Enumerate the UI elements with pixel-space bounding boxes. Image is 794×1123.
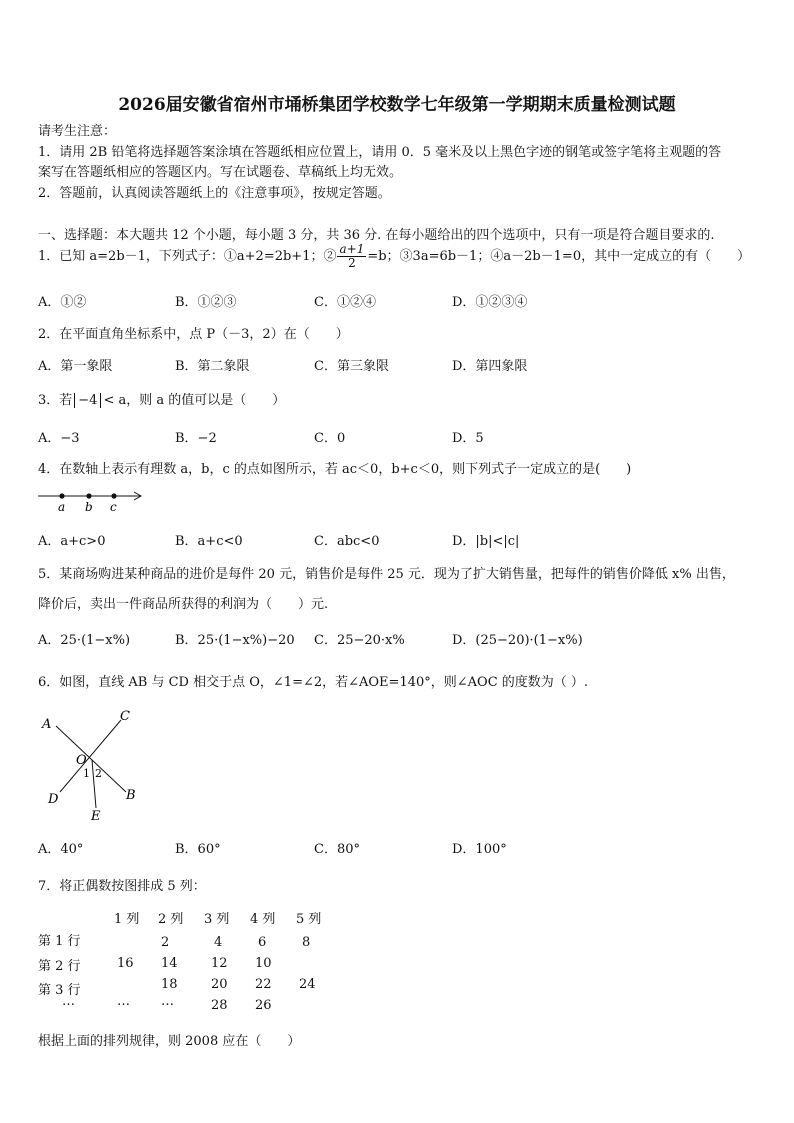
q6-option-c[interactable]: C．80° [314, 842, 360, 857]
cell-r4-c3: 28 [211, 998, 228, 1013]
cell-r2-c4: 10 [255, 956, 272, 971]
q6-option-d[interactable]: D．100° [452, 842, 507, 857]
q3-option-d[interactable]: D．5 [452, 431, 484, 446]
q1-fraction [337, 243, 366, 270]
q5-option-d[interactable]: D．(25−20)·(1−x%) [452, 633, 583, 648]
q1-stem-pre: 1．已知 a=2b－1，下列式子：①a+2=2b+1；② [38, 249, 337, 265]
q6-option-a[interactable]: A．40° [38, 842, 84, 857]
cell-r4-c2: … [161, 994, 174, 1009]
q1-option-d[interactable]: D．①②③④ [452, 295, 528, 310]
cell-r1-c4: 6 [258, 935, 267, 950]
question-7: 7．将正偶数按图排成 5 列： [38, 879, 206, 894]
cell-r3-c3: 20 [211, 977, 228, 992]
q4-option-b[interactable]: B．a+c<0 [175, 534, 243, 549]
q4-option-c[interactable]: C．abc<0 [314, 534, 380, 549]
line-ab [56, 726, 126, 792]
notice-line-1a: 1．请用 2B 铅笔将选择题答案涂填在答题纸相应位置上，请用 0．5 毫米及以上黑色字迹的钢笔或签字笔将主观题的答 [38, 145, 722, 160]
line-cd [60, 720, 121, 792]
q2-option-a[interactable]: A．第一象限 [38, 359, 113, 374]
q5-option-b[interactable]: B．25·(1−x%)−20 [175, 633, 295, 648]
q5-option-c[interactable]: C．25−20·x% [314, 633, 405, 648]
q3-abs-value: −4 [74, 393, 101, 408]
label-angle-1: 1 [83, 767, 90, 780]
q4-option-a[interactable]: A．a+c>0 [38, 534, 106, 549]
col-header-4: 4 列 [250, 912, 276, 927]
point-c [111, 493, 116, 498]
cell-r4-c4: 26 [255, 998, 272, 1013]
even-number-table [0, 906, 794, 1016]
q1-option-b[interactable]: B．①②③ [175, 295, 237, 310]
cell-r3-c2: 18 [161, 977, 178, 992]
cell-r1-c5: 8 [302, 935, 311, 950]
question-5-line-1: 5．某商场购进某种商品的进价是每件 20 元，销售价是每件 25 元．现为了扩大销售量，把每件的销售价降低 x% 出售， [38, 567, 735, 582]
q3-stem-mid: < a，则 a 的值可以是（ ） [103, 393, 286, 408]
cell-r1-c3: 4 [214, 935, 223, 950]
q1-frac-den: 2 [348, 256, 356, 271]
question-2: 2．在平面直角坐标系中，点 P（－3，2）在（ ） [38, 327, 349, 342]
row-label-3: 第 3 行 [38, 983, 81, 998]
notice-line-2: 2．答题前，认真阅读答题纸上的《注意事项》，按规定答题。 [38, 186, 391, 201]
notice-line-1b: 案写在答题纸相应的答题区内。写在试题卷、草稿纸上均无效。 [38, 165, 403, 180]
col-header-5: 5 列 [296, 912, 322, 927]
label-a: a [58, 500, 66, 514]
cell-r2-c1: 16 [117, 956, 134, 971]
label-O: O [76, 753, 87, 768]
q1-option-a[interactable]: A．①② [38, 295, 87, 310]
label-D: D [48, 792, 59, 807]
cell-r3-c4: 22 [255, 977, 272, 992]
cell-r3-c5: 24 [299, 977, 316, 992]
q2-option-c[interactable]: C．第三象限 [314, 359, 389, 374]
q6-option-b[interactable]: B．60° [175, 842, 221, 857]
cell-r4-c1: … [117, 994, 130, 1009]
q5-option-a[interactable]: A．25·(1−x%) [38, 633, 131, 648]
label-B: B [126, 788, 136, 803]
label-c: c [110, 500, 117, 514]
q4-option-d[interactable]: D．|b|<|c| [452, 534, 520, 549]
q3-option-b[interactable]: B．−2 [175, 431, 217, 446]
question-6: 6．如图，直线 AB 与 CD 相交于点 O，∠1=∠2，若∠AOE=140°，则∠AOC 的度数为（ ）. [38, 675, 589, 690]
q1-stem-post: =b；③3a=6b－1；④a－2b－1=0，其中一定成立的有（ ） [367, 249, 751, 265]
section-heading: 一、选择题：本大题共 12 个小题，每小题 3 分，共 36 分. 在每小题给出的四个选项中，只有一项是符合题目要求的. [38, 228, 715, 243]
cell-r2-c2: 14 [161, 956, 178, 971]
cell-r2-c3: 12 [211, 956, 228, 971]
label-C: C [120, 709, 130, 724]
q3-option-c[interactable]: C．0 [314, 431, 346, 446]
row-label-1: 第 1 行 [38, 934, 81, 949]
point-b [86, 493, 91, 498]
q2-option-b[interactable]: B．第二象限 [175, 359, 250, 374]
q3-stem-pre: 3．若 [38, 393, 73, 408]
q1-option-c[interactable]: C．①②④ [314, 295, 376, 310]
page-title: 2026届安徽省宿州市埇桥集团学校数学七年级第一学期期末质量检测试题 [118, 95, 676, 115]
q2-option-d[interactable]: D．第四象限 [452, 359, 528, 374]
label-A: A [42, 717, 52, 732]
q1-frac-num: a+1 [339, 242, 365, 256]
question-4: 4．在数轴上表示有理数 a，b，c 的点如图所示，若 ac＜0，b+c＜0，则下列式子一定成立的是( ) [38, 462, 632, 477]
number-line-figure [36, 486, 146, 514]
label-angle-2: 2 [95, 767, 102, 780]
col-header-3: 3 列 [204, 912, 230, 927]
point-a [59, 493, 64, 498]
label-E: E [91, 809, 101, 824]
intersecting-lines-figure [36, 706, 146, 826]
col-header-2: 2 列 [158, 912, 184, 927]
row-label-2: 第 2 行 [38, 959, 81, 974]
question-1 [38, 243, 750, 270]
question-5-line-2: 降价后，卖出一件商品所获得的利润为（ ）元. [38, 597, 329, 612]
notice-heading: 请考生注意： [38, 124, 117, 139]
question-3 [38, 389, 285, 408]
label-b: b [85, 500, 93, 514]
q3-option-a[interactable]: A．−3 [38, 431, 80, 446]
col-header-1: 1 列 [114, 912, 140, 927]
row-label-4: … [62, 994, 75, 1009]
cell-r1-c2: 2 [161, 935, 170, 950]
question-7-follow: 根据上面的排列规律，则 2008 应在（ ） [38, 1034, 301, 1049]
